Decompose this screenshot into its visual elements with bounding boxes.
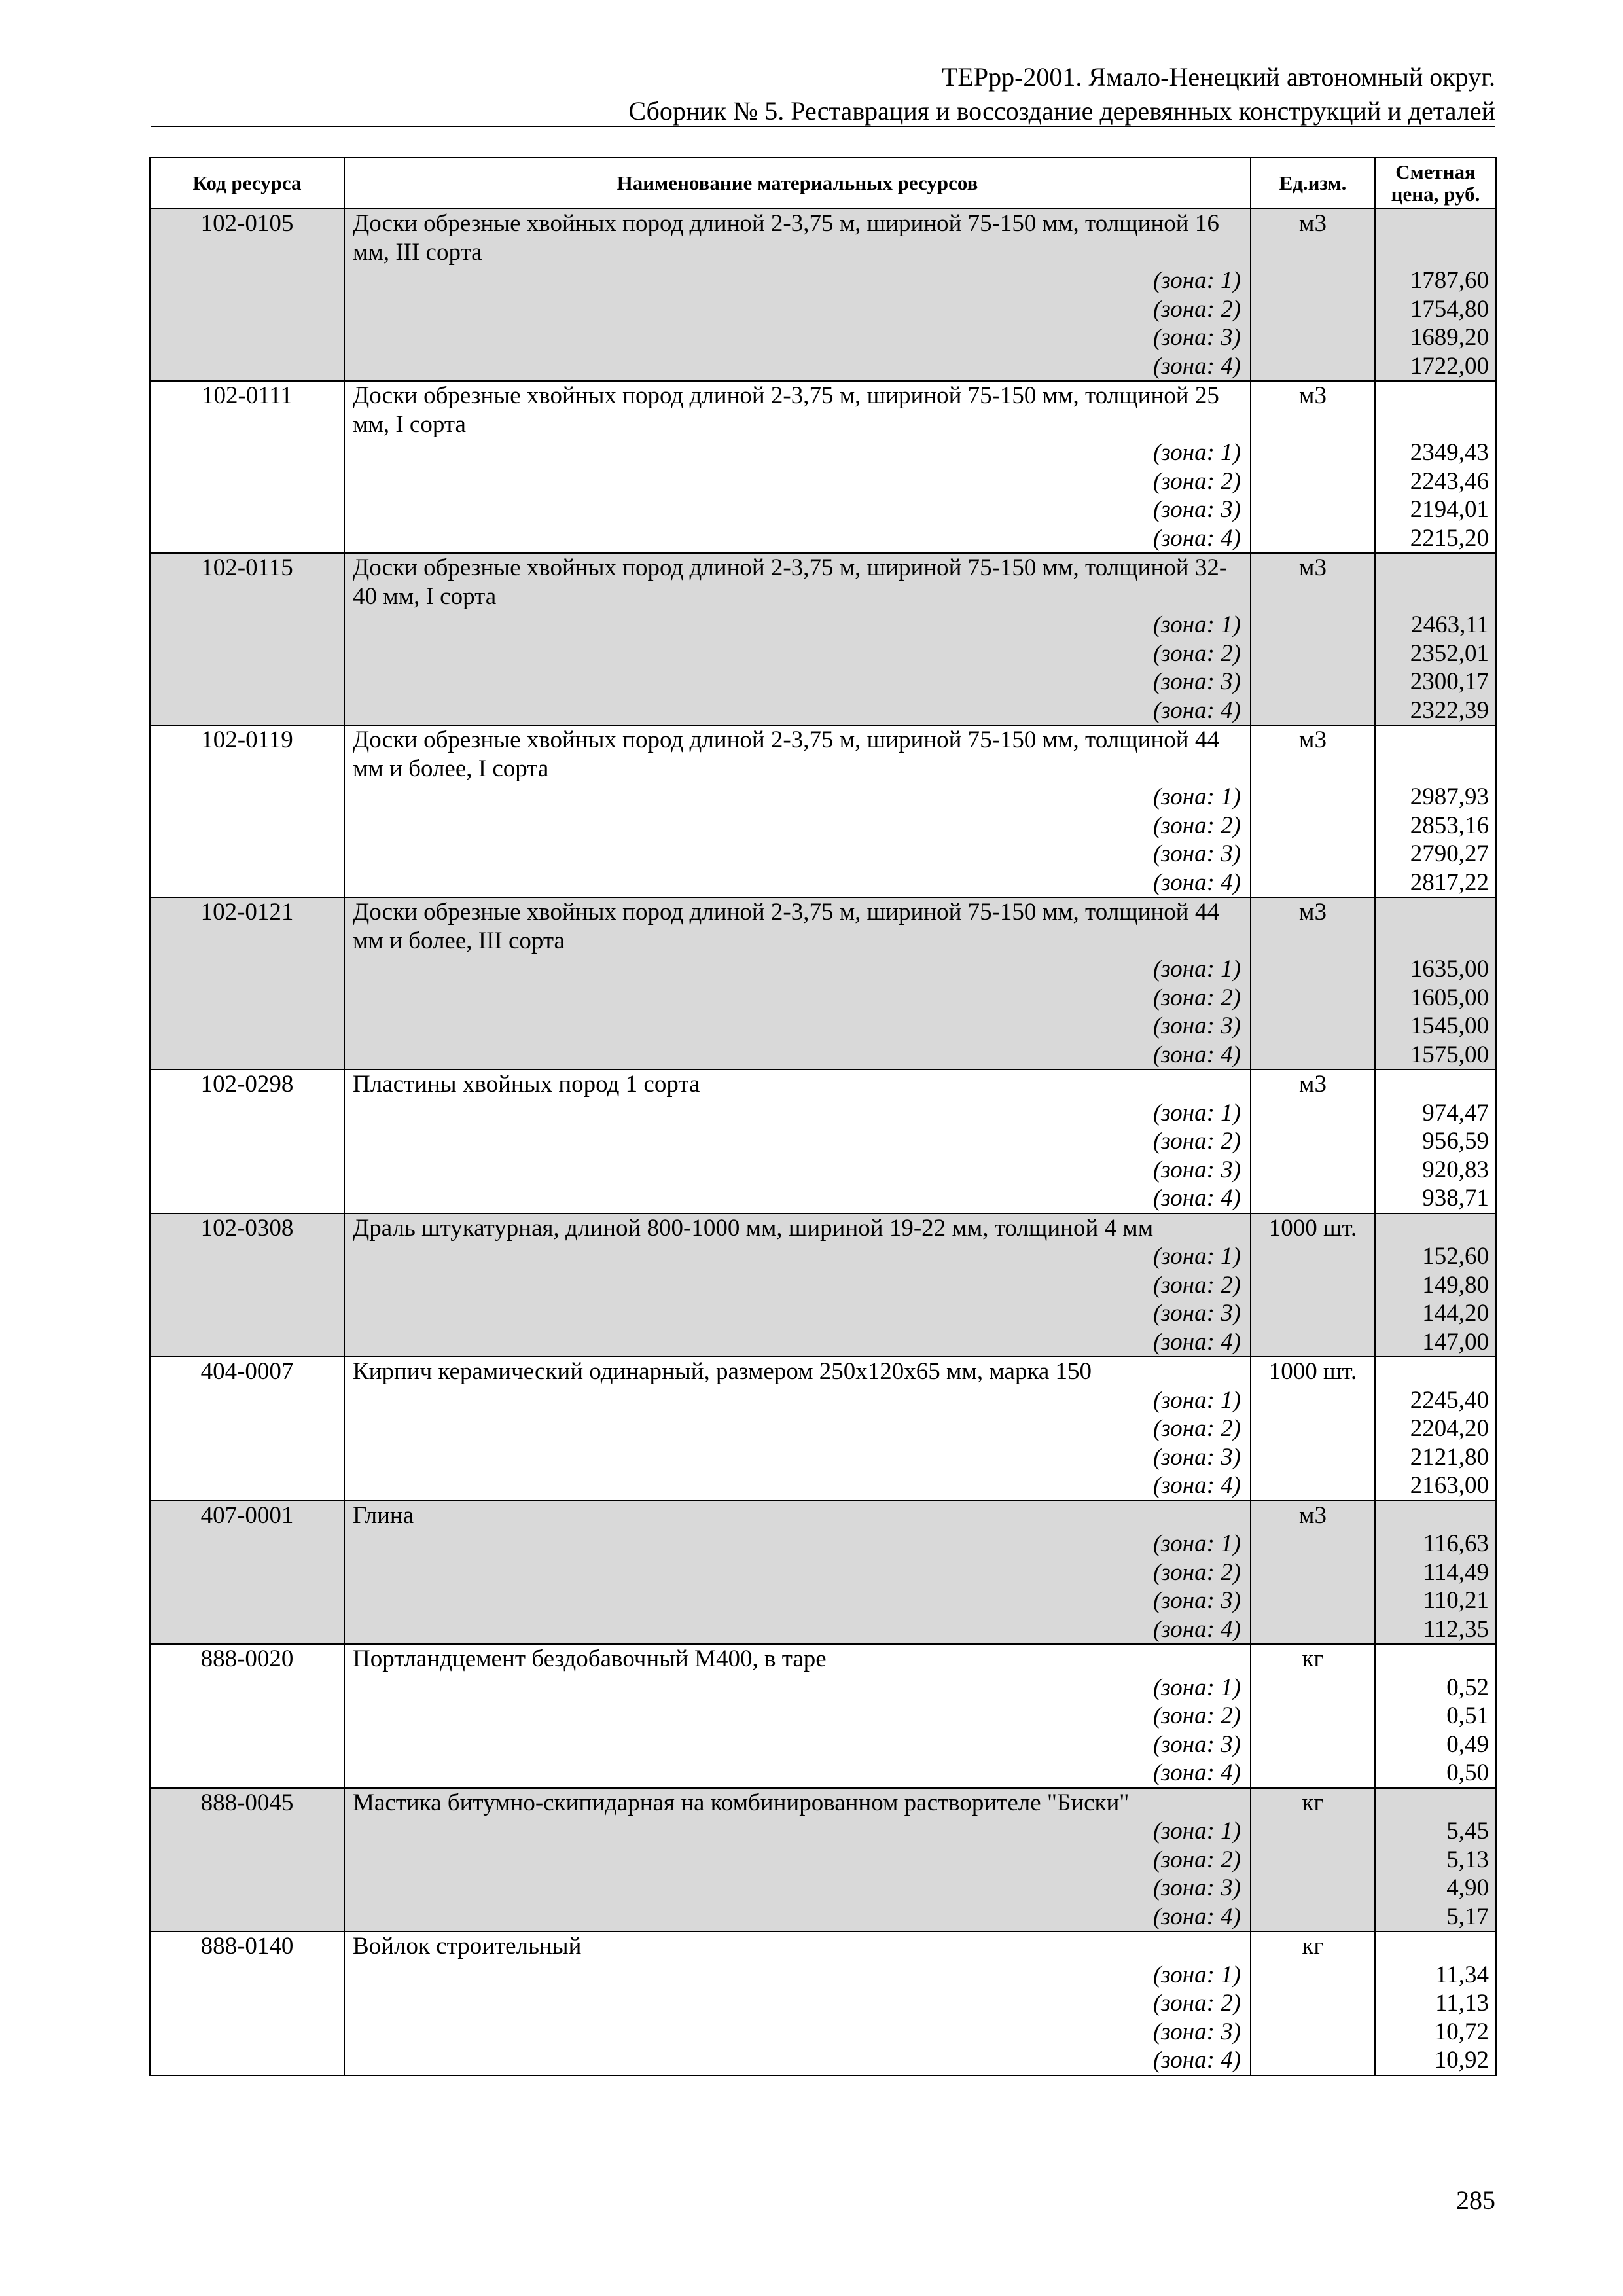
column-header-unit: Ед.изм. bbox=[1251, 158, 1375, 209]
price-spacer bbox=[1376, 1932, 1495, 1961]
price-cell bbox=[1375, 381, 1496, 553]
zone-price: 1635,00 bbox=[1410, 956, 1489, 982]
zone-label: (зона: 2) bbox=[1152, 295, 1241, 323]
zone-price: 2204,20 bbox=[1410, 1415, 1489, 1442]
price-spacer bbox=[1376, 410, 1495, 439]
zone-label: (зона: 2) bbox=[1152, 1271, 1241, 1299]
price-cell bbox=[1375, 1931, 1496, 2075]
zone-price: 5,13 bbox=[1446, 1846, 1489, 1873]
zone-price: 1787,60 bbox=[1410, 267, 1489, 294]
zone-price: 0,49 bbox=[1446, 1731, 1489, 1758]
zone-price: 10,92 bbox=[1434, 2047, 1489, 2073]
price-spacer bbox=[1376, 1214, 1495, 1243]
zone-label: (зона: 3) bbox=[1152, 1013, 1241, 1039]
resource-code: 102-0105 bbox=[200, 210, 294, 237]
resource-name-line: Доски обрезные хвойных пород длиной 2-3,75 м, шириной 75-150 мм, толщиной 44 bbox=[353, 899, 1219, 925]
zone-price: 11,34 bbox=[1435, 1961, 1489, 1988]
resource-name-line: 40 мм, I сорта bbox=[353, 583, 497, 610]
zone-label: (зона: 3) bbox=[1152, 496, 1241, 523]
resource-name-line: мм и более, III сорта bbox=[353, 927, 565, 954]
zone-label: (зона: 1) bbox=[1152, 956, 1241, 982]
resource-name-cell bbox=[344, 1931, 1251, 2075]
zone-label: (зона: 2) bbox=[1152, 812, 1241, 839]
table-row bbox=[150, 1357, 1496, 1501]
zone-label: (зона: 2) bbox=[1152, 1558, 1241, 1586]
price-spacer bbox=[1376, 927, 1495, 956]
zone-price: 2463,11 bbox=[1411, 611, 1489, 638]
resource-name-line: мм, III сорта bbox=[353, 238, 482, 266]
price-spacer bbox=[1376, 1501, 1495, 1530]
table-row bbox=[150, 1069, 1496, 1213]
price-cell bbox=[1375, 1069, 1496, 1213]
zone-price: 110,21 bbox=[1423, 1587, 1489, 1614]
resource-name-line: Портландцемент бездобавочный М400, в таре bbox=[353, 1645, 827, 1672]
zone-label: (зона: 1) bbox=[1152, 267, 1241, 294]
zone-price: 2163,00 bbox=[1410, 1472, 1489, 1499]
resource-code-cell bbox=[150, 1069, 344, 1213]
table-header-row bbox=[150, 158, 1496, 209]
zone-label: (зона: 1) bbox=[1152, 1099, 1241, 1126]
resource-name-cell bbox=[344, 725, 1251, 897]
resource-name-line: Пластины хвойных пород 1 сорта bbox=[353, 1071, 700, 1098]
unit-value: м3 bbox=[1299, 554, 1327, 581]
zone-price: 2194,01 bbox=[1410, 496, 1489, 523]
zone-label: (зона: 3) bbox=[1152, 1731, 1241, 1758]
resource-name-cell bbox=[344, 1069, 1251, 1213]
zone-price: 112,35 bbox=[1423, 1615, 1489, 1643]
zone-price: 10,72 bbox=[1434, 2018, 1489, 2045]
zone-label: (зона: 4) bbox=[1152, 2047, 1241, 2073]
zone-label: (зона: 1) bbox=[1152, 1530, 1241, 1557]
column-header-name: Наименование материальных ресурсов bbox=[344, 158, 1251, 209]
resource-code-cell bbox=[150, 725, 344, 897]
zone-label: (зона: 1) bbox=[1152, 1674, 1241, 1701]
zone-price: 2817,22 bbox=[1410, 869, 1489, 896]
table-body bbox=[150, 209, 1496, 2075]
unit-cell bbox=[1251, 553, 1375, 725]
resource-name-line: Глина bbox=[353, 1501, 414, 1529]
zone-price: 0,52 bbox=[1446, 1674, 1489, 1701]
zone-label: (зона: 1) bbox=[1152, 1961, 1241, 1988]
unit-cell bbox=[1251, 1501, 1375, 1645]
resource-code-cell bbox=[150, 1357, 344, 1501]
table-row bbox=[150, 1644, 1496, 1788]
unit-value: м3 bbox=[1299, 210, 1327, 237]
zone-label: (зона: 3) bbox=[1152, 840, 1241, 867]
zone-price: 2987,93 bbox=[1410, 783, 1489, 810]
resource-code-cell bbox=[150, 1788, 344, 1932]
zone-label: (зона: 4) bbox=[1152, 1185, 1241, 1211]
table-row bbox=[150, 381, 1496, 553]
header-divider bbox=[151, 126, 1495, 127]
zone-label: (зона: 4) bbox=[1152, 1041, 1241, 1068]
zone-label: (зона: 3) bbox=[1152, 1156, 1241, 1183]
unit-value: м3 bbox=[1299, 1501, 1327, 1529]
price-spacer bbox=[1376, 1357, 1495, 1386]
table-row bbox=[150, 1213, 1496, 1357]
column-header-code: Код ресурса bbox=[150, 158, 344, 209]
zone-price: 938,71 bbox=[1422, 1185, 1489, 1211]
resource-code: 102-0119 bbox=[201, 726, 293, 753]
header-title-line1: ТЕРрр-2001. Ямало-Ненецкий автономный округ. bbox=[941, 62, 1495, 92]
page-header bbox=[151, 60, 1495, 128]
zone-price: 144,20 bbox=[1422, 1300, 1489, 1327]
price-cell bbox=[1375, 1501, 1496, 1645]
price-spacer bbox=[1376, 1645, 1495, 1674]
unit-value: м3 bbox=[1299, 726, 1327, 753]
resource-name-cell bbox=[344, 209, 1251, 381]
resource-name-cell bbox=[344, 897, 1251, 1069]
zone-label: (зона: 3) bbox=[1152, 1443, 1241, 1471]
zone-price: 149,80 bbox=[1422, 1271, 1489, 1299]
zone-label: (зона: 2) bbox=[1152, 467, 1241, 495]
resource-code: 407-0001 bbox=[200, 1501, 294, 1529]
unit-cell bbox=[1251, 1213, 1375, 1357]
resource-name-line: мм, I сорта bbox=[353, 410, 466, 438]
resource-code-cell bbox=[150, 1931, 344, 2075]
zone-label: (зона: 1) bbox=[1152, 611, 1241, 638]
resource-code-cell bbox=[150, 381, 344, 553]
resource-name-line: Доски обрезные хвойных пород длиной 2-3,75 м, шириной 75-150 мм, толщиной 44 bbox=[353, 726, 1219, 753]
header-title-line2: Сборник № 5. Реставрация и воссоздание деревянных конструкций и деталей bbox=[628, 96, 1495, 126]
resource-code: 888-0020 bbox=[200, 1645, 294, 1672]
zone-price: 1689,20 bbox=[1410, 324, 1489, 351]
unit-value: 1000 шт. bbox=[1268, 1358, 1357, 1385]
resource-name-line: Мастика битумно-скипидарная на комбинированном растворителе "Биски" bbox=[353, 1789, 1130, 1816]
unit-cell bbox=[1251, 1357, 1375, 1501]
zone-price: 11,13 bbox=[1435, 1990, 1489, 2017]
zone-label: (зона: 2) bbox=[1152, 984, 1241, 1011]
resource-name-line: Доски обрезные хвойных пород длиной 2-3,75 м, шириной 75-150 мм, толщиной 25 bbox=[353, 382, 1219, 409]
resource-code-cell bbox=[150, 1501, 344, 1645]
price-spacer bbox=[1376, 1789, 1495, 1818]
resource-name-line: Драль штукатурная, длиной 800-1000 мм, шириной 19-22 мм, толщиной 4 мм bbox=[353, 1214, 1154, 1242]
zone-price: 956,59 bbox=[1422, 1128, 1489, 1155]
zone-label: (зона: 1) bbox=[1152, 439, 1241, 466]
zone-price: 2853,16 bbox=[1410, 812, 1489, 839]
unit-value: кг bbox=[1302, 1933, 1324, 1960]
resource-name-line: Войлок строительный bbox=[353, 1933, 582, 1960]
table-row bbox=[150, 897, 1496, 1069]
zone-label: (зона: 3) bbox=[1152, 1587, 1241, 1614]
price-spacer bbox=[1376, 726, 1495, 755]
unit-cell bbox=[1251, 1069, 1375, 1213]
zone-label: (зона: 3) bbox=[1152, 1874, 1241, 1901]
zone-price: 2349,43 bbox=[1410, 439, 1489, 466]
unit-value: кг bbox=[1302, 1645, 1324, 1672]
zone-price: 114,49 bbox=[1423, 1558, 1489, 1586]
zone-label: (зона: 3) bbox=[1152, 2018, 1241, 2045]
resource-code: 102-0115 bbox=[201, 554, 293, 581]
unit-cell bbox=[1251, 1788, 1375, 1932]
zone-label: (зона: 3) bbox=[1152, 1300, 1241, 1327]
zone-label: (зона: 2) bbox=[1152, 1128, 1241, 1155]
zone-price: 0,51 bbox=[1446, 1702, 1489, 1729]
resource-code: 102-0308 bbox=[200, 1214, 294, 1242]
resource-name-cell bbox=[344, 1213, 1251, 1357]
resource-code-cell bbox=[150, 897, 344, 1069]
table-row bbox=[150, 553, 1496, 725]
resource-name-line: мм и более, I сорта bbox=[353, 755, 549, 782]
zone-label: (зона: 4) bbox=[1152, 1328, 1241, 1355]
zone-price: 152,60 bbox=[1422, 1243, 1489, 1270]
unit-value: кг bbox=[1302, 1789, 1324, 1816]
table-row bbox=[150, 725, 1496, 897]
resource-name-cell bbox=[344, 1788, 1251, 1932]
resource-code: 888-0140 bbox=[200, 1933, 294, 1960]
zone-label: (зона: 4) bbox=[1152, 1472, 1241, 1499]
zone-price: 2790,27 bbox=[1410, 840, 1489, 867]
column-header-price-line1: Сметная bbox=[1395, 160, 1476, 183]
zone-label: (зона: 1) bbox=[1152, 1243, 1241, 1270]
price-spacer bbox=[1376, 209, 1495, 238]
zone-price: 2243,46 bbox=[1410, 467, 1489, 495]
resource-code-cell bbox=[150, 1644, 344, 1788]
unit-value: м3 bbox=[1299, 382, 1327, 409]
table-row bbox=[150, 1501, 1496, 1645]
zone-label: (зона: 2) bbox=[1152, 1415, 1241, 1442]
price-spacer bbox=[1376, 898, 1495, 927]
resource-code: 102-0111 bbox=[201, 382, 293, 409]
price-cell bbox=[1375, 897, 1496, 1069]
zone-price: 5,17 bbox=[1446, 1903, 1489, 1930]
zone-label: (зона: 4) bbox=[1152, 869, 1241, 896]
zone-label: (зона: 2) bbox=[1152, 1702, 1241, 1729]
zone-price: 2215,20 bbox=[1410, 524, 1489, 552]
zone-price: 1754,80 bbox=[1410, 295, 1489, 323]
price-spacer bbox=[1376, 755, 1495, 783]
zone-label: (зона: 4) bbox=[1152, 696, 1241, 724]
resource-name-cell bbox=[344, 381, 1251, 553]
price-spacer bbox=[1376, 382, 1495, 410]
zone-price: 2121,80 bbox=[1410, 1443, 1489, 1471]
resource-code-cell bbox=[150, 209, 344, 381]
unit-cell bbox=[1251, 1644, 1375, 1788]
price-cell bbox=[1375, 553, 1496, 725]
zone-label: (зона: 4) bbox=[1152, 1615, 1241, 1643]
zone-price: 2352,01 bbox=[1410, 639, 1489, 667]
resource-code: 102-0298 bbox=[200, 1071, 294, 1098]
zone-price: 2245,40 bbox=[1410, 1386, 1489, 1414]
price-cell bbox=[1375, 1788, 1496, 1932]
page-number: 285 bbox=[1456, 2185, 1495, 2215]
resource-code: 888-0045 bbox=[200, 1789, 294, 1816]
resource-code: 102-0121 bbox=[200, 899, 294, 925]
unit-value: м3 bbox=[1299, 899, 1327, 925]
table-row bbox=[150, 1931, 1496, 2075]
unit-cell bbox=[1251, 209, 1375, 381]
unit-cell bbox=[1251, 897, 1375, 1069]
resource-name-line: Доски обрезные хвойных пород длиной 2-3,75 м, шириной 75-150 мм, толщиной 32- bbox=[353, 554, 1228, 581]
zone-price: 1722,00 bbox=[1410, 352, 1489, 380]
price-cell bbox=[1375, 1213, 1496, 1357]
resource-code-cell bbox=[150, 553, 344, 725]
column-header-price bbox=[1375, 158, 1496, 209]
price-cell bbox=[1375, 1644, 1496, 1788]
price-spacer bbox=[1376, 1070, 1495, 1099]
zone-label: (зона: 1) bbox=[1152, 783, 1241, 810]
resource-name-cell bbox=[344, 553, 1251, 725]
unit-cell bbox=[1251, 1931, 1375, 2075]
zone-price: 0,50 bbox=[1446, 1759, 1489, 1786]
zone-price: 1605,00 bbox=[1410, 984, 1489, 1011]
table-row bbox=[150, 1788, 1496, 1932]
zone-price: 2300,17 bbox=[1410, 668, 1489, 695]
zone-label: (зона: 3) bbox=[1152, 668, 1241, 695]
price-spacer bbox=[1376, 238, 1495, 267]
column-header-price-line2: цена, руб. bbox=[1391, 183, 1480, 206]
price-cell bbox=[1375, 1357, 1496, 1501]
zone-label: (зона: 1) bbox=[1152, 1818, 1241, 1844]
zone-label: (зона: 4) bbox=[1152, 352, 1241, 380]
price-cell bbox=[1375, 209, 1496, 381]
price-spacer bbox=[1376, 583, 1495, 611]
resource-code-cell bbox=[150, 1213, 344, 1357]
zone-price: 147,00 bbox=[1422, 1328, 1489, 1355]
zone-price: 116,63 bbox=[1423, 1530, 1489, 1557]
price-spacer bbox=[1376, 554, 1495, 583]
zone-price: 5,45 bbox=[1446, 1818, 1489, 1844]
unit-cell bbox=[1251, 381, 1375, 553]
zone-price: 974,47 bbox=[1422, 1099, 1489, 1126]
resource-name-cell bbox=[344, 1501, 1251, 1645]
resource-name-line: Доски обрезные хвойных пород длиной 2-3,75 м, шириной 75-150 мм, толщиной 16 bbox=[353, 210, 1219, 237]
zone-label: (зона: 4) bbox=[1152, 1759, 1241, 1786]
zone-label: (зона: 2) bbox=[1152, 1846, 1241, 1873]
price-cell bbox=[1375, 725, 1496, 897]
unit-cell bbox=[1251, 725, 1375, 897]
resource-name-cell bbox=[344, 1644, 1251, 1788]
resources-table bbox=[149, 157, 1497, 2076]
zone-label: (зона: 2) bbox=[1152, 639, 1241, 667]
zone-price: 920,83 bbox=[1422, 1156, 1489, 1183]
zone-label: (зона: 2) bbox=[1152, 1990, 1241, 2017]
zone-price: 4,90 bbox=[1446, 1874, 1489, 1901]
zone-label: (зона: 4) bbox=[1152, 1903, 1241, 1930]
resource-name-line: Кирпич керамический одинарный, размером 250х120х65 мм, марка 150 bbox=[353, 1358, 1092, 1385]
zone-price: 2322,39 bbox=[1410, 696, 1489, 724]
unit-value: м3 bbox=[1299, 1071, 1327, 1098]
unit-value: 1000 шт. bbox=[1268, 1214, 1357, 1242]
resource-name-cell bbox=[344, 1357, 1251, 1501]
zone-label: (зона: 4) bbox=[1152, 524, 1241, 552]
zone-label: (зона: 1) bbox=[1152, 1386, 1241, 1414]
resource-code: 404-0007 bbox=[200, 1358, 294, 1385]
zone-label: (зона: 3) bbox=[1152, 324, 1241, 351]
zone-price: 1545,00 bbox=[1410, 1013, 1489, 1039]
table-row bbox=[150, 209, 1496, 381]
zone-price: 1575,00 bbox=[1410, 1041, 1489, 1068]
